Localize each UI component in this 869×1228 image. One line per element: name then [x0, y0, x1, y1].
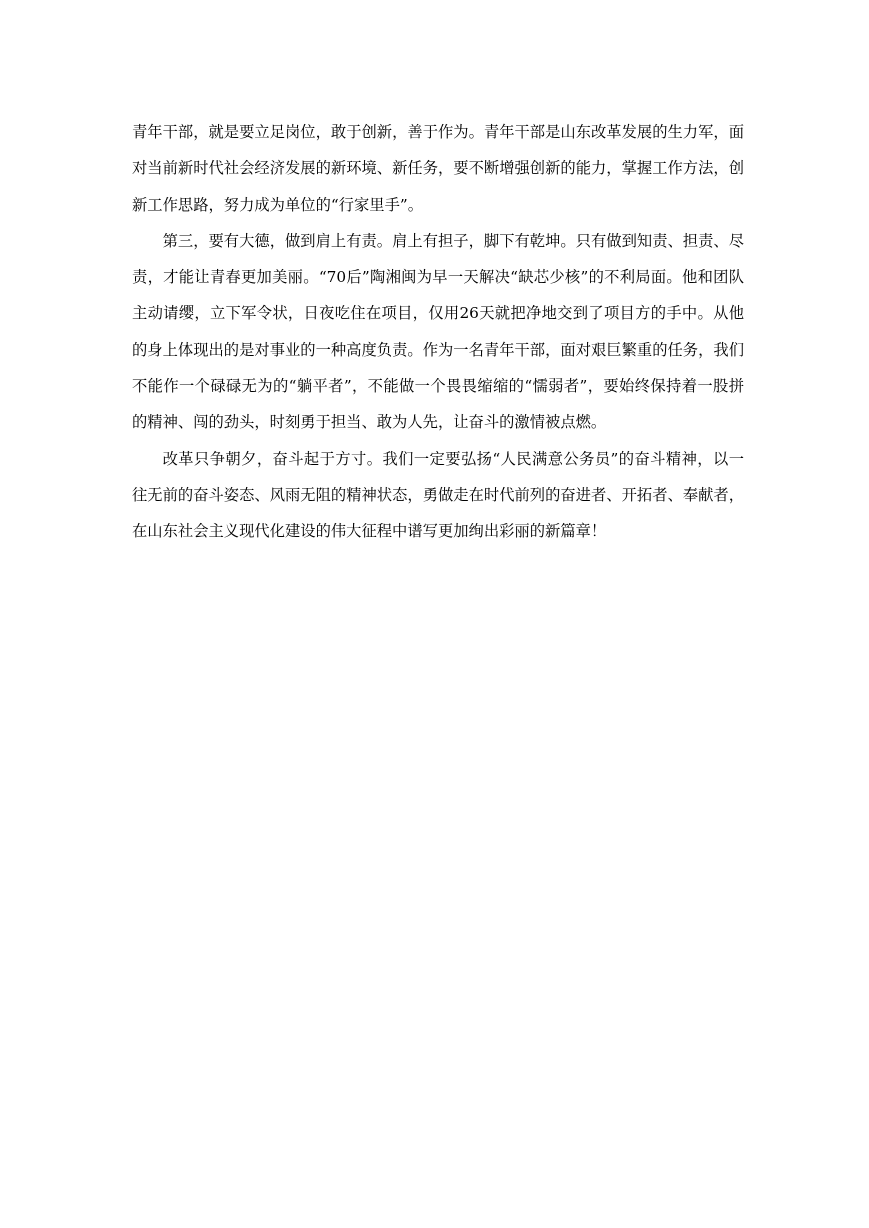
paragraph-1: 青年干部，就是要立足岗位，敢于创新，善于作为。青年干部是山东改革发展的生力军，面对当前新时代社会经济发展的新环境、新任务，要不断增强创新的能力，掌握工作方法，创新工作思路，努力成为单位的“行家里手”。: [132, 123, 744, 214]
paragraph-3: 改革只争朝夕，奋斗起于方寸。我们一定要弘扬“人民满意公务员”的奋斗精神，以一往无前的奋斗姿态、风雨无阻的精神状态，勇做走在时代前列的奋进者、开拓者、奉献者，在山东社会主义现代化建设的伟大征程中谱写更加绚出彩丽的新篇章！: [132, 449, 744, 541]
document-body: [132, 114, 744, 550]
paragraph-2: 第三，要有大德，做到肩上有责。肩上有担子，脚下有乾坤。只有做到知责、担责、尽责，才能让青春更加美丽。“70后”陶湘闽为早一天解决“缺芯少核”的不利局面。他和团队主动请缨，立下军令状，日夜吃住在项目，仅用26天就把净地交到了项目方的手中。从他的身上体现出的是对事业的一种高度负责。作为一名青年干部，面对艰巨繁重的任务，我们不能作一个碌碌无为的“躺平者”，不能做一个畏畏缩缩的“懦弱者”，要始终保持着一股拼的精神、闯的劲头，时刻勇于担当、敢为人先，让奋斗的激情被点燃。: [132, 231, 744, 432]
